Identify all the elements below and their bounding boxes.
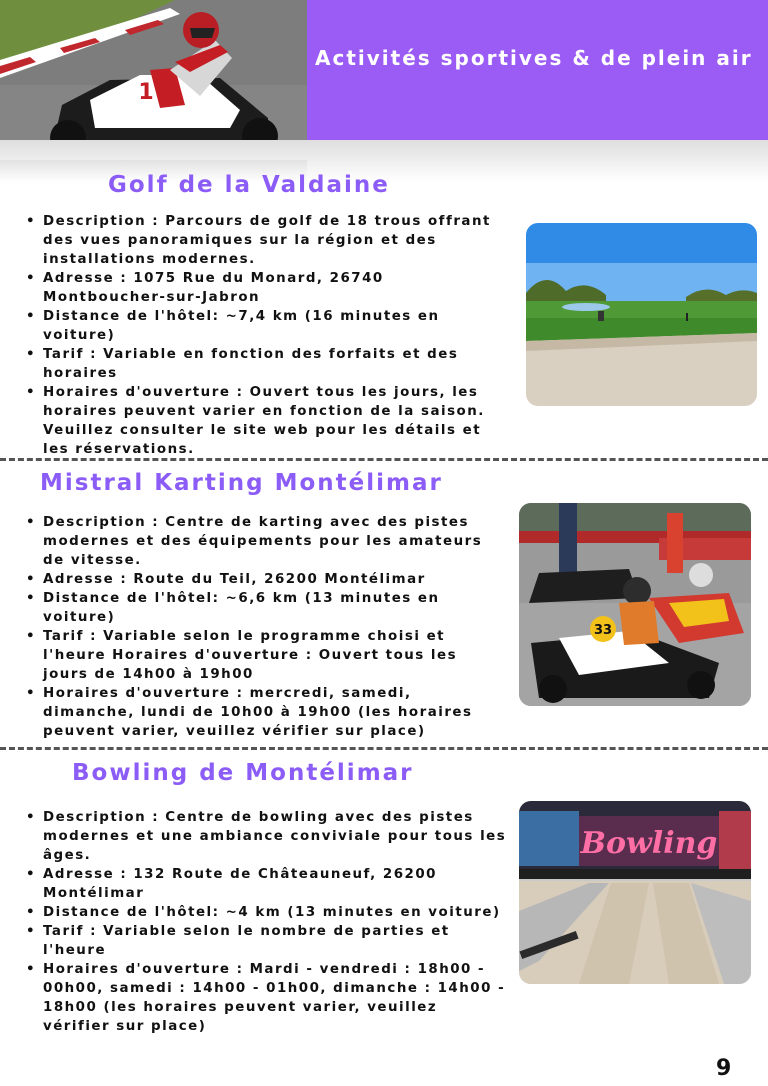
list-item: • Horaires d'ouverture : Mardi - vendredi : 18h00 - 00h00, samedi : 14h00 - 01h00, dimanche : 14h00 - 18h00 (les horaires peuvent varier, veuillez vérifier sur place): [26, 960, 508, 1036]
bowling-sign: Bowling: [580, 826, 718, 861]
karting-info-list: [26, 513, 508, 741]
section-title-karting: Mistral Karting Montélimar: [40, 470, 443, 496]
hero-kart-number: 1: [138, 80, 154, 105]
list-item: • Tarif : Variable selon le nombre de parties et l'heure: [26, 922, 508, 960]
list-item: • Distance de l'hôtel: ~4 km (13 minutes en voiture): [26, 903, 508, 922]
list-item: • Adresse : Route du Teil, 26200 Montélimar: [26, 570, 508, 589]
list-item: • Adresse : 1075 Rue du Monard, 26740 Montboucher-sur-Jabron: [26, 269, 508, 307]
golf-course-photo: [526, 223, 757, 406]
list-item: • Tarif : Variable selon le programme choisi et l'heure Horaires d'ouverture : Ouvert tous les jours de 14h00 à 19h00: [26, 627, 508, 684]
golf-info-list: [26, 212, 508, 459]
list-item: • Adresse : 132 Route de Châteauneuf, 26200 Montélimar: [26, 865, 508, 903]
list-item: • Description : Centre de karting avec des pistes modernes et des équipements pour les amateurs de vitesse.: [26, 513, 508, 570]
kart-number: 33: [593, 623, 613, 638]
hero-karting-photo: [0, 0, 307, 160]
section-divider: [0, 747, 768, 750]
list-item: • Horaires d'ouverture : mercredi, samedi, dimanche, lundi de 10h00 à 19h00 (les horaires peuvent varier, veuillez vérifier sur place): [26, 684, 508, 741]
list-item: • Distance de l'hôtel: ~7,4 km (16 minutes en voiture): [26, 307, 508, 345]
list-item: • Distance de l'hôtel: ~6,6 km (13 minutes en voiture): [26, 589, 508, 627]
list-item: • Horaires d'ouverture : Ouvert tous les jours, les horaires peuvent varier en fonction de la saison. Veuillez consulter le site web pour les détails et les réservations.: [26, 383, 508, 459]
bowling-photo: [519, 801, 751, 984]
karting-photo: [519, 503, 751, 706]
list-item: • Description : Centre de bowling avec des pistes modernes et une ambiance conviviale pour tous les âges.: [26, 808, 508, 865]
list-item: • Tarif : Variable en fonction des forfaits et des horaires: [26, 345, 508, 383]
page-number: 9: [716, 1056, 732, 1081]
section-title-golf: Golf de la Valdaine: [108, 172, 390, 198]
section-title-bowling: Bowling de Montélimar: [72, 760, 414, 786]
section-divider: [0, 458, 768, 461]
bowling-info-list: [26, 808, 508, 1036]
list-item: • Description : Parcours de golf de 18 trous offrant des vues panoramiques sur la région et des installations modernes.: [26, 212, 508, 269]
header-band: [307, 0, 768, 140]
header-title: Activités sportives & de plein air: [315, 46, 753, 70]
